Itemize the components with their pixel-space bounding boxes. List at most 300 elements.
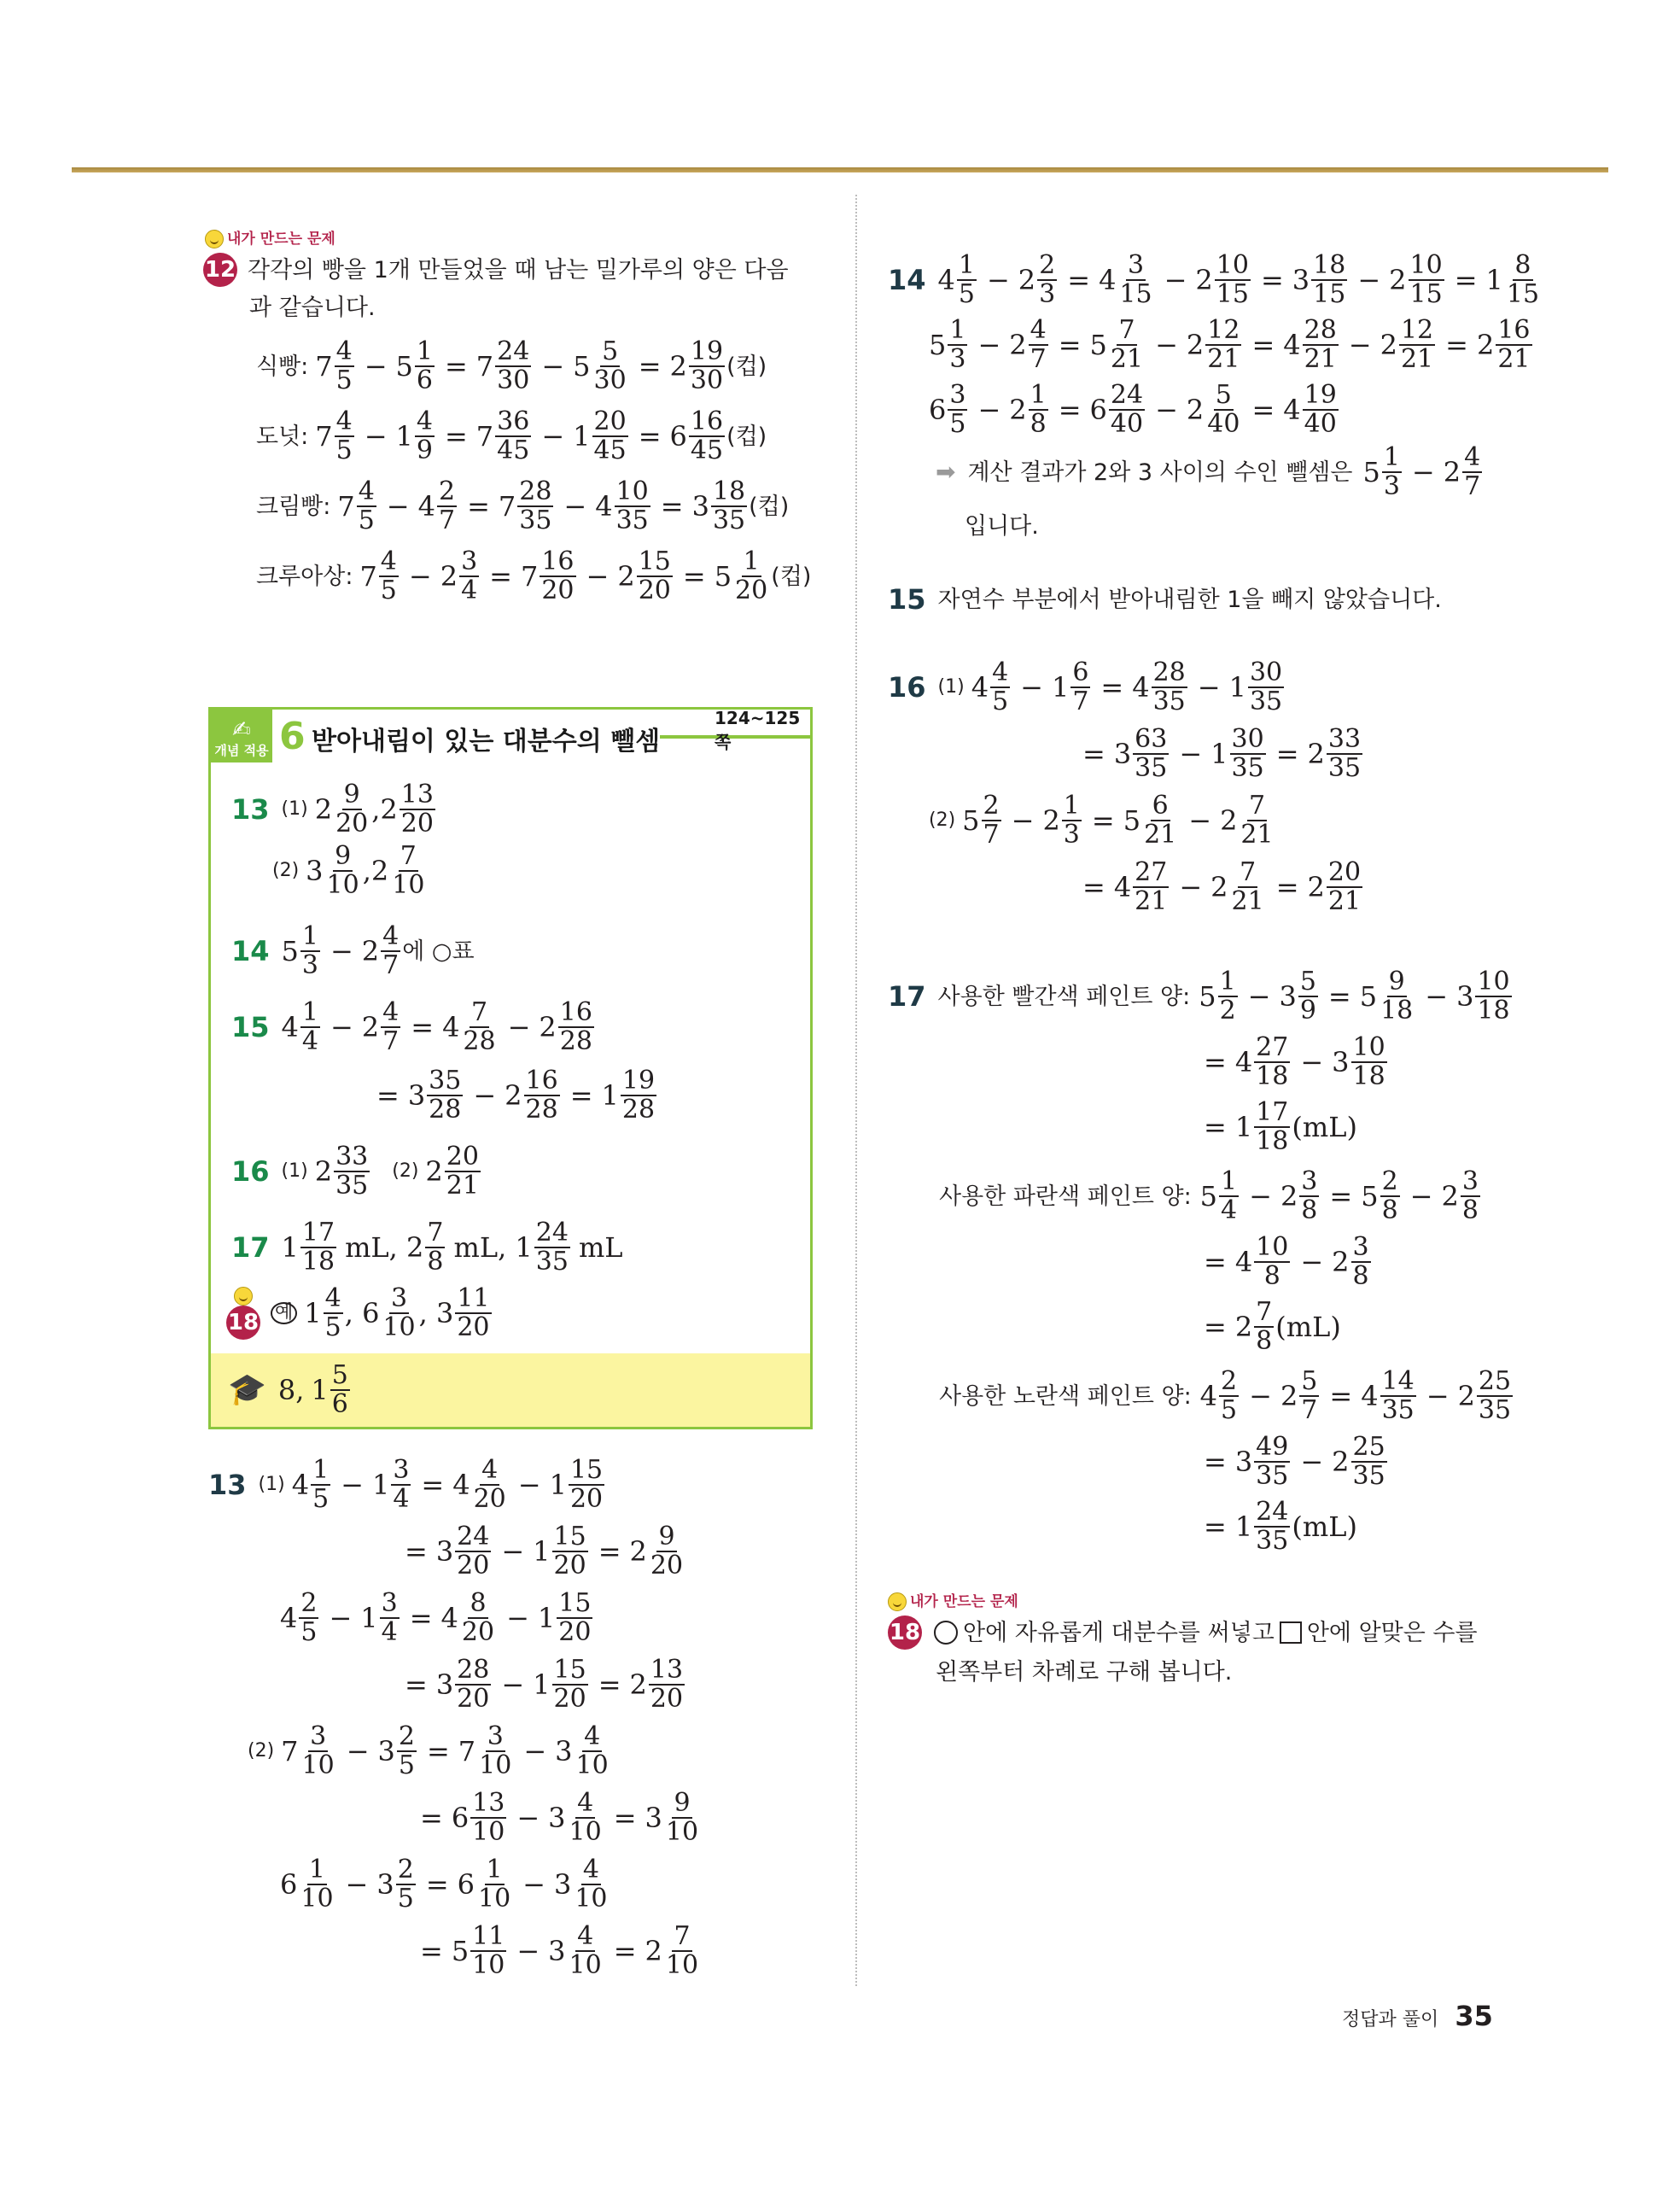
numerator: 3 [1127,249,1145,280]
numerator: 16 [541,546,575,576]
denominator: 21 [1304,344,1337,374]
denominator: 18 [1256,1126,1289,1156]
whole-part: 3 [691,490,709,523]
whole-part: 2 [1018,264,1036,296]
whole-part: 7 [315,420,333,453]
whole-part: 2 [1042,804,1060,837]
whole-part: 4 [1283,329,1301,361]
denominator: 18 [1256,1061,1289,1091]
operator: − [1300,1046,1324,1078]
denominator: 10 [472,1950,505,1980]
whole-part: 4 [291,1469,310,1501]
fraction [300,996,320,1056]
unit: (mL) [1292,1510,1357,1543]
numerator: 9 [343,779,360,809]
fraction [1142,792,1178,850]
denominator: 10 [382,1312,416,1342]
fraction [1327,856,1362,916]
mixed-number [929,379,969,439]
denominator: 15 [1119,279,1152,309]
mixed-number [1332,1031,1389,1091]
denominator: 8 [1352,1261,1369,1291]
fraction [1496,314,1531,374]
mixed-number [361,996,402,1056]
whole-part: 4 [1199,1380,1218,1412]
operator: − [506,1602,529,1634]
whole-part: 3 [1456,980,1474,1013]
fraction [1299,1365,1319,1425]
fraction [1327,723,1362,783]
fraction [552,1656,588,1714]
fraction [1379,968,1415,1025]
fraction [524,1067,560,1125]
equation-line [1195,1030,1571,1095]
whole-part: 2 [1220,804,1238,837]
numerator: 3 [393,1454,410,1485]
whole-part: 2 [361,935,380,967]
operator: = [1058,329,1082,361]
operator: − [330,1011,353,1043]
mixed-number [539,996,596,1056]
mixed-number [306,840,363,900]
whole-part: 4 [442,1011,460,1043]
fraction [427,1067,463,1125]
equation-line [256,401,820,471]
operator: − [1179,738,1203,770]
numerator: 10 [615,476,649,506]
operator: − [386,490,410,523]
denominator: 10 [665,1817,699,1847]
denominator: 35 [1256,1526,1289,1556]
denominator: 10 [326,870,359,900]
mixed-number [1292,249,1350,309]
sub-label: (1) [281,1160,308,1182]
smiley-icon [205,230,224,248]
denominator: 10 [569,1817,602,1847]
denominator: 10 [300,1884,334,1913]
smiley-icon [888,1592,907,1611]
whole-part: 1 [1210,738,1228,770]
numerator: 24 [497,336,530,366]
fraction [437,478,457,535]
whole-part: 3 [377,1735,395,1767]
numerator: 15 [558,1587,592,1618]
mixed-number [645,1787,703,1847]
whole-part: 5 [929,329,947,361]
fraction [477,1723,513,1780]
unit: (컵) [749,493,790,520]
whole-part: 7 [498,490,516,523]
fraction [1380,1168,1400,1225]
mixed-number [630,1656,687,1714]
numerator: 4 [1030,314,1047,345]
numerator: 4 [481,1454,499,1485]
mixed-number [337,478,377,535]
whole-part: 3 [306,855,324,887]
numerator: 36 [497,406,530,436]
denominator: 20 [650,1684,684,1714]
mixed-number [458,1723,516,1780]
fraction [390,840,426,900]
concept-answers [227,779,795,1347]
denominator: 7 [983,820,1000,850]
fraction [621,1067,656,1125]
whole-part: 2 [1307,738,1325,770]
mixed-number [1200,1168,1240,1225]
fraction [357,478,376,535]
problem-text: 안에 자유롭게 대분수를 써넣고 [963,1619,1275,1646]
denominator: 7 [382,1026,400,1056]
question-number: 15 [231,1011,270,1043]
numerator: 18 [1313,249,1346,280]
fraction [1477,1365,1513,1425]
fraction [1254,1096,1290,1156]
mixed-number [396,408,436,465]
numerator: 24 [457,1521,490,1551]
fraction [299,1587,318,1647]
whole-part: 2 [1280,1180,1298,1212]
mixed-number [436,1523,493,1580]
operator: − [345,1868,369,1901]
operator: − [346,1735,370,1767]
whole-part: 2 [1307,871,1325,903]
fraction [1152,659,1187,716]
mixed-number [1476,314,1534,374]
mixed-number [442,996,499,1056]
numerator: 3 [487,1721,504,1751]
numerator: 18 [712,476,746,506]
solution-text: 자연수 부분에서 받아내림한 1을 빼지 않았습니다. [937,586,1442,613]
fraction [470,1787,506,1847]
problem-text: 안에 알맞은 수를 [1306,1619,1478,1646]
denominator: 18 [301,1247,335,1277]
mixed-number [281,1723,338,1780]
fraction [552,1523,588,1580]
fraction [689,408,725,465]
operator: − [1426,1380,1450,1412]
denominator: 28 [463,1026,496,1056]
mixed-number [452,1454,510,1514]
fraction [495,338,531,395]
numerator: 1 [486,1854,503,1884]
denominator: 30 [497,365,530,395]
whole-part: 7 [475,350,494,383]
mixed-number [1389,249,1446,309]
whole-part: 2 [629,1535,647,1568]
numerator: 3 [1461,1166,1479,1196]
concept-title: 받아내림이 있는 대분수의 뺄셈 [312,727,661,757]
mixed-number [1456,968,1514,1025]
whole-part: 3 [1113,738,1132,770]
whole-part: 5 [1361,1180,1379,1212]
problem-12-equations [205,331,820,611]
operator: = [1067,264,1091,296]
operator: = [1454,264,1478,296]
denominator: 5 [300,1617,318,1647]
mixed-number [1113,856,1171,916]
numerator: 24 [1110,379,1144,410]
fraction [1351,1231,1371,1291]
whole-part: 1 [1234,1510,1253,1543]
numerator: 19 [690,336,724,366]
denominator: 20 [461,1617,495,1647]
numerator: 3 [390,1282,408,1313]
mixed-number [533,1523,590,1580]
problem-12 [205,231,820,611]
denominator: 21 [1497,344,1531,374]
whole-part: 6 [929,394,947,426]
numerator: 4 [577,1920,594,1951]
denominator: 4 [1221,1195,1238,1225]
numerator: 4 [1464,441,1481,472]
whole-part: 2 [1195,264,1213,296]
whole-part: 5 [714,560,732,593]
whole-answer: 8 [277,1374,296,1406]
whole-part: 2 [1332,1246,1350,1278]
fraction [637,548,673,605]
whole-part: 5 [395,350,413,383]
mixed-number [1195,249,1252,309]
operator: = [405,1668,428,1701]
mixed-number [533,1656,590,1714]
denominator: 21 [1144,820,1177,850]
denominator: 45 [690,435,724,465]
denominator: 5 [958,279,975,309]
equation-line [231,914,795,988]
mixed-number [971,659,1012,716]
numerator: 1 [1221,1166,1238,1196]
numerator: 4 [358,476,375,506]
equation-line [396,1651,823,1718]
numerator: 28 [457,1654,490,1685]
sub-label: (1) [937,676,965,698]
unit: (mL) [1275,1311,1341,1343]
mixed-number [371,1454,412,1514]
fraction [455,1656,491,1714]
numerator: 8 [470,1587,487,1618]
numerator: 13 [400,779,434,809]
fraction [425,1219,445,1277]
numerator: 12 [1207,314,1240,345]
numerator: 5 [602,336,619,366]
fraction [1219,1365,1239,1425]
fraction [381,1282,417,1342]
solution-13 [208,1452,823,1984]
whole-part: 4 [1132,671,1150,704]
denominator: 4 [393,1484,410,1514]
whole-part: 4 [1234,1246,1253,1278]
fraction [689,338,725,395]
numerator: 6 [1152,790,1169,821]
mixed-number [291,1454,332,1514]
denominator: 20 [553,1684,586,1714]
denominator: 20 [569,1484,604,1514]
mixed-number [573,338,630,395]
mixed-number [440,1587,499,1647]
fraction [381,996,400,1056]
numerator: 28 [1304,314,1337,345]
mixed-number [1380,314,1438,374]
whole-part: 6 [457,1868,475,1901]
equation-line [888,576,1571,623]
denominator: 5 [335,435,353,465]
whole-part: 5 [1362,456,1380,488]
numerator: 1 [1030,379,1047,410]
operator: = [1091,804,1115,837]
mixed-number [451,1920,509,1980]
numerator: 2 [398,1721,415,1751]
mixed-number [425,1143,482,1201]
fraction [1230,723,1266,783]
whole-part: 3 [435,1297,454,1329]
whole-part: 1 [304,1297,322,1329]
denominator: 21 [1240,820,1274,850]
fraction [1218,968,1238,1025]
question-number: 13 [231,793,270,826]
operator: − [501,1535,525,1568]
whole-part: 3 [435,1535,454,1568]
whole-part: 2 [380,793,398,826]
fraction [1505,249,1541,309]
fraction [1380,1365,1416,1425]
whole-part: 1 [515,1231,533,1264]
operator: − [1247,980,1271,1013]
mixed-number [359,548,400,605]
fraction [615,478,650,535]
fraction [380,1587,400,1647]
whole-part: 5 [962,804,980,837]
mixed-number [440,548,481,605]
fraction [1230,856,1266,916]
denominator: 7 [1301,1395,1318,1425]
mixed-number [436,1656,493,1714]
mixed-number [458,1856,515,1913]
denominator: 20 [400,809,434,838]
operator: = [376,1079,400,1112]
numerator: 7 [1248,790,1266,821]
whole-part: 5 [1199,980,1216,1013]
whole-part: 2 [1009,394,1027,426]
operator: = [1204,1510,1227,1543]
operator: − [329,1602,353,1634]
paint-label: 사용한 파란색 페인트 양: [939,1183,1192,1210]
numerator: 5 [1215,379,1232,410]
denominator: 3 [949,344,966,374]
whole-part: 3 [1279,980,1297,1013]
fraction [381,920,400,980]
whole-part: 7 [359,560,377,593]
mixed-number [1279,968,1319,1025]
mixed-number [1280,1168,1321,1225]
equation-line [1074,854,1571,920]
whole-part: 1 [371,1469,390,1501]
whole-part: 2 [1186,394,1205,426]
operator: − [364,350,388,383]
whole-part: 4 [1234,1046,1253,1078]
denominator: 21 [1110,344,1144,374]
mixed-number [476,408,534,465]
operator: − [541,350,565,383]
numerator: 9 [335,840,352,871]
whole-part: 2 [1280,1380,1298,1412]
mixed-number [370,840,429,900]
numerator: 5 [331,1359,348,1390]
numerator: 30 [1231,723,1264,754]
pencil-icon: ✍ [232,717,251,743]
unit: (mL) [1292,1111,1357,1143]
denominator: 21 [1231,886,1264,916]
fraction [1254,1296,1274,1356]
denominator: 5 [324,1312,341,1342]
whole-part: 3 [555,1735,573,1767]
operator: = [1100,671,1124,704]
whole-part: 1 [281,1231,299,1264]
numerator: 4 [584,1721,601,1751]
operator: − [330,935,353,967]
operator: = [1445,329,1468,361]
mixed-number [505,1067,562,1125]
whole-part: 5 [573,350,591,383]
denominator: 28 [429,1095,462,1125]
unit: (컵) [726,423,767,450]
mixed-number [311,1359,351,1419]
operator: = [598,1535,621,1568]
denominator: 35 [1352,1461,1385,1491]
numerator: 19 [1304,379,1337,410]
denominator: 7 [382,950,400,980]
denominator: 5 [397,1884,414,1913]
mixed-number [645,1920,703,1980]
denominator: 35 [1249,687,1283,716]
fraction [335,338,354,395]
operator: = [1058,394,1082,426]
denominator: 35 [1135,753,1168,783]
fraction [1248,659,1284,716]
operator: = [467,490,490,523]
denominator: 8 [427,1247,444,1277]
mixed-number [670,408,727,465]
mixed-number [937,249,978,309]
operator: − [501,1668,525,1701]
operator: = [421,1469,445,1501]
numerator: 24 [535,1217,569,1247]
whole-part: 1 [573,420,591,453]
equation-line [1195,1230,1571,1294]
whole-part: 3 [1332,1046,1350,1078]
equation-line [1195,1095,1571,1160]
mixed-number [499,478,556,535]
denominator: 35 [335,1171,369,1201]
equation-line [231,780,795,839]
problem-18 [888,1593,1571,1692]
denominator: 8 [1030,409,1047,439]
whole-part: 4 [1361,1380,1379,1412]
mixed-number [408,1067,465,1125]
operator: = [405,1535,428,1568]
denominator: 15 [1409,279,1443,309]
denominator: 8 [1263,1261,1280,1291]
whole-part: 2 [1441,1180,1459,1212]
numerator: 19 [621,1065,656,1096]
whole-part: 4 [281,1011,299,1043]
equation-line [368,1061,795,1130]
denominator: 35 [615,505,649,535]
whole-part: 1 [395,420,413,453]
fraction [557,1587,592,1647]
operator: = [613,1935,637,1967]
denominator: 4 [461,576,478,605]
numerator: 10 [1409,249,1443,280]
